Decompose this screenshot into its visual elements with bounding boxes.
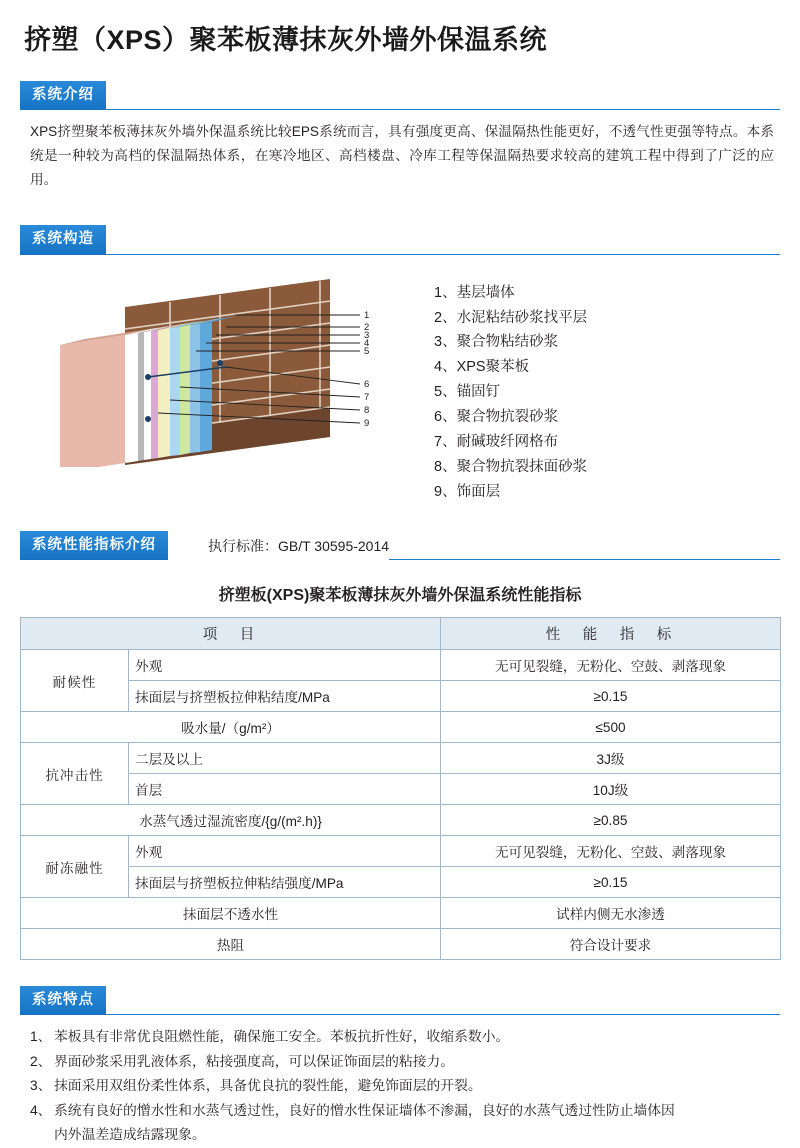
list-item-text: 抹面采用双组份柔性体系，具备优良抗的裂性能，避免饰面层的开裂。 [54, 1078, 482, 1094]
row-value: ≥0.15 [441, 681, 781, 712]
table-row [21, 805, 781, 836]
list-item-text: 界面砂浆采用乳液体系，粘接强度高，可以保证饰面层的粘接力。 [54, 1053, 455, 1069]
layer-legend [434, 267, 587, 505]
section-tag-features: 系统特点 [20, 986, 106, 1015]
table-row [21, 681, 781, 712]
row-value: 10J级 [441, 774, 781, 805]
table-row [21, 650, 781, 681]
row-item: 抹面层不透水性 [21, 898, 441, 929]
list-item [30, 1099, 772, 1124]
table-row [21, 898, 781, 929]
callout-2: 2 [364, 321, 370, 333]
callout-3: 3 [364, 329, 370, 341]
row-group-label: 抗冲击性 [21, 743, 129, 805]
row-item: 抹面层与挤塑板拉伸粘结度/MPa [129, 681, 441, 712]
row-item: 水蒸气透过湿流密度/{g/(m².h)} [21, 805, 441, 836]
section-rule [106, 986, 780, 1015]
legend-item: 4、XPS聚苯板 [434, 359, 530, 376]
section-features [20, 986, 780, 1148]
legend-item: 6、聚合物抗裂砂浆 [434, 409, 559, 426]
callout-1: 1 [364, 309, 370, 321]
section-tag-intro: 系统介绍 [20, 81, 106, 110]
callout-4: 4 [364, 337, 370, 349]
callout-8: 8 [364, 404, 370, 416]
section-header-features [20, 986, 780, 1015]
row-value: ≤500 [441, 712, 781, 743]
row-value: 试样内侧无水渗透 [441, 898, 781, 929]
performance-table [20, 617, 781, 960]
legend-item: 9、饰面层 [434, 484, 501, 501]
table-title: 挤塑板(XPS)聚苯板薄抹灰外墙外保温系统性能指标 [218, 587, 582, 605]
table-header-value: 性 能 指 标 [441, 618, 781, 650]
list-item [30, 1025, 772, 1050]
construction-body [20, 255, 780, 505]
table-row [21, 743, 781, 774]
row-item: 外观 [129, 836, 441, 867]
legend-item: 5、锚固钉 [434, 384, 501, 401]
section-rule [106, 81, 780, 110]
row-item: 热阻 [21, 929, 441, 960]
section-header-intro [20, 81, 780, 110]
row-value: ≥0.15 [441, 867, 781, 898]
section-rule [389, 531, 780, 560]
row-value: 符合设计要求 [441, 929, 781, 960]
table-row [21, 774, 781, 805]
callout-9: 9 [364, 417, 370, 429]
section-tag-performance: 系统性能指标介绍 [20, 531, 168, 560]
list-item-number: 3、 [30, 1078, 52, 1094]
standard-label: 执行标准：GB/T 30595-2014 [208, 538, 390, 555]
row-group-label: 耐候性 [21, 650, 129, 712]
table-row [21, 929, 781, 960]
row-item: 首层 [129, 774, 441, 805]
row-item: 外观 [129, 650, 441, 681]
feature-list [20, 1015, 780, 1148]
callout-6: 6 [364, 378, 370, 390]
list-item-text: 苯板具有非常优良阻燃性能，确保施工安全。苯板抗折性好，收缩系数小。 [54, 1029, 510, 1045]
row-value: 无可见裂缝，无粉化、空鼓、剥落现象 [441, 650, 781, 681]
list-item [30, 1074, 772, 1099]
row-value: 3J级 [441, 743, 781, 774]
section-intro [20, 81, 780, 191]
section-rule [106, 225, 780, 254]
table-row [21, 712, 781, 743]
list-item-number: 4、 [30, 1102, 52, 1118]
list-item-continuation: 内外温差造成结露现象。 [54, 1127, 206, 1143]
section-tag-construction: 系统构造 [20, 225, 106, 254]
list-item-number: 1、 [30, 1029, 52, 1045]
wall-layer-svg [30, 267, 420, 467]
row-item: 二层及以上 [129, 743, 441, 774]
row-group-label: 耐冻融性 [21, 836, 129, 898]
list-item [30, 1050, 772, 1075]
table-row [21, 836, 781, 867]
table-row [21, 867, 781, 898]
wall-layer-diagram [30, 267, 420, 467]
list-item-number: 2、 [30, 1053, 52, 1069]
legend-item: 2、水泥粘结砂浆找平层 [434, 309, 588, 326]
callout-7: 7 [364, 391, 370, 403]
section-header-performance [20, 531, 780, 560]
section-performance [20, 531, 780, 960]
row-item: 抹面层与挤塑板拉伸粘结强度/MPa [129, 867, 441, 898]
section-header-construction [20, 225, 780, 254]
list-item-text: 系统有良好的憎水性和水蒸气透过性，良好的憎水性保证墙体不渗漏，良好的水蒸气透过性防止墙体因 [54, 1102, 675, 1118]
row-value: 无可见裂缝，无粉化、空鼓、剥落现象 [441, 836, 781, 867]
row-value: ≥0.85 [441, 805, 781, 836]
page-title: 挤塑（XPS）聚苯板薄抹灰外墙外保温系统 [24, 25, 548, 55]
legend-item: 3、聚合物粘结砂浆 [434, 334, 559, 351]
table-header-row [21, 618, 781, 650]
row-item: 吸水量/（g/m²） [21, 712, 441, 743]
legend-item: 7、耐碱玻纤网格布 [434, 434, 559, 451]
legend-item: 1、基层墙体 [434, 284, 515, 301]
legend-item: 8、聚合物抗裂抹面砂浆 [434, 459, 588, 476]
intro-paragraph: XPS挤塑聚苯板薄抹灰外墙外保温系统比较EPS系统而言，具有强度更高、保温隔热性能更好，不透气性更强等特点。本系统是一种较为高档的保温隔热体系，在寒冷地区、高档楼盘、冷库工程等保温隔热要求较高的建筑工程中得到了广泛的应用。 [30, 124, 774, 187]
section-construction [20, 225, 780, 505]
table-header-item: 项 目 [21, 618, 441, 650]
callout-5: 5 [364, 345, 370, 357]
